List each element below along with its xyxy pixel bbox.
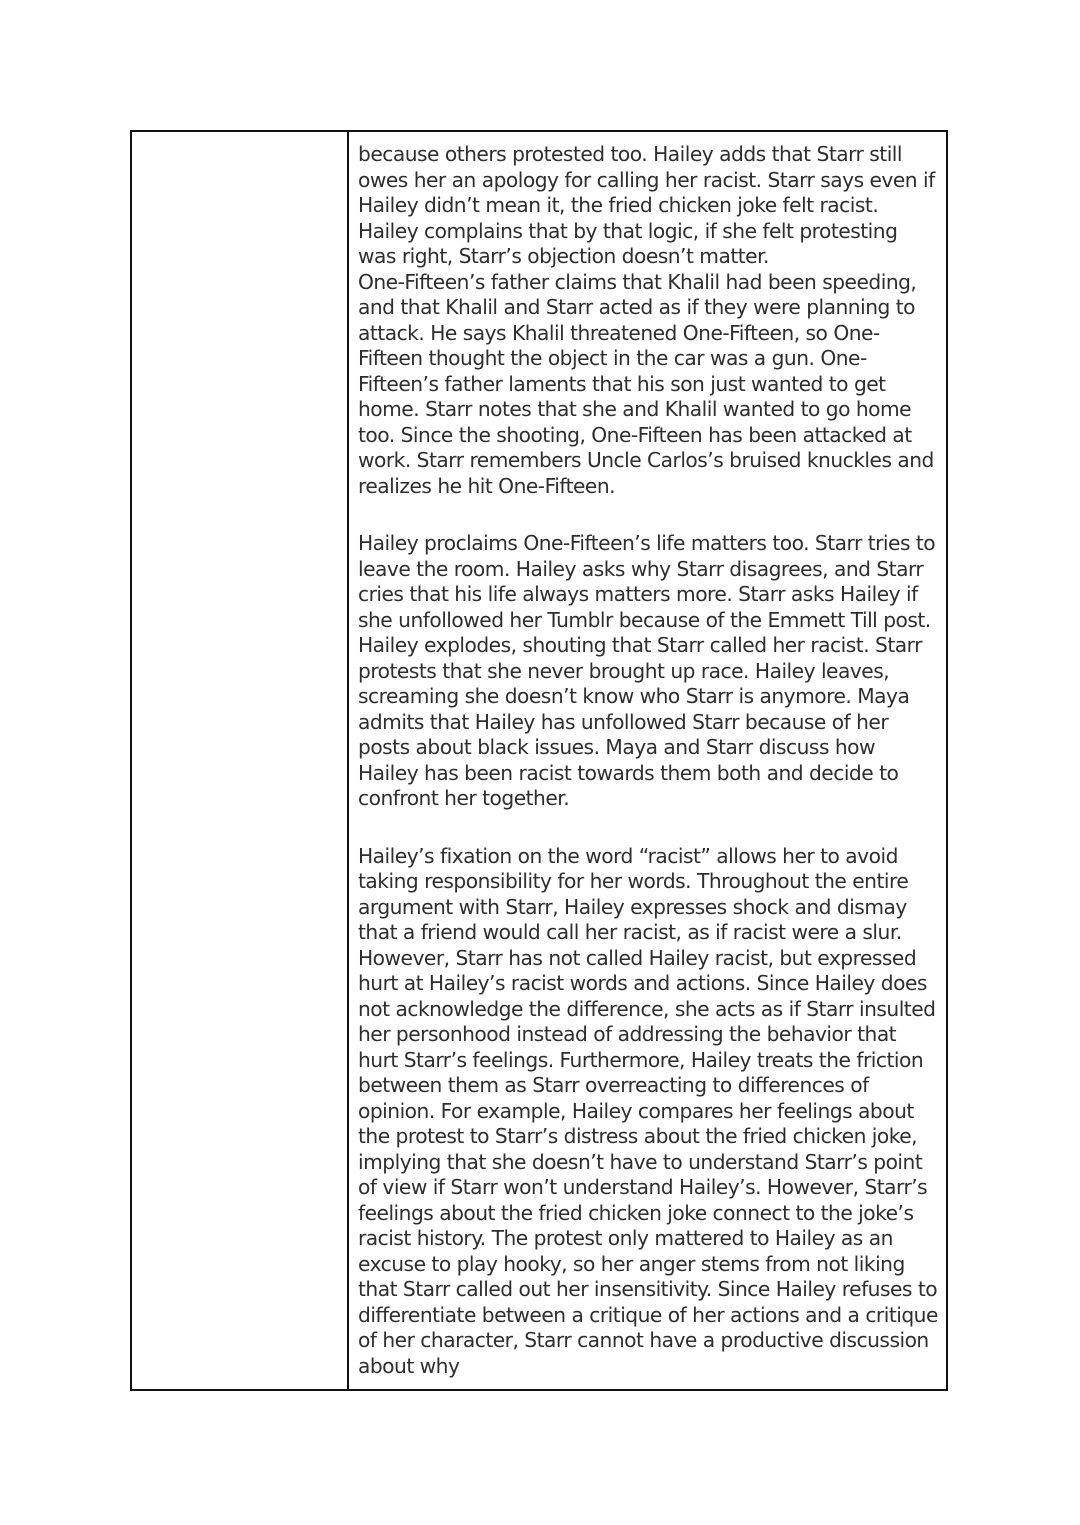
left-column-cell <box>132 132 349 1389</box>
right-column-cell <box>349 132 946 1389</box>
paragraph-analysis: Hailey’s fixation on the word “racist” allows her to avoid taking responsibility for her words. Throughout the entire argument with Starr, Hailey expresses shock and dismay that a friend would call her racist, as if racist were a slur. However, Starr has not called Hailey racist, but expressed hurt at Hailey’s racist words and actions. Since Hailey does not acknowledge the difference, she acts as if Starr insulted her personhood instead of addressing the behavior that hurt Starr’s feelings. Furthermore, Hailey treats the friction between them as Starr overreacting to differences of opinion. For example, Hailey compares her feelings about the protest to Starr’s distress about the fried chicken joke, implying that she doesn’t have to understand Starr’s point of view if Starr won’t understand Hailey’s. However, Starr’s feelings about the fried chicken joke connect to the joke’s racist history. The protest only mattered to Hailey as an excuse to play hooky, so her anger stems from not liking that Starr called out her insensitivity. Since Hailey refuses to differentiate between a critique of her actions and a critique of her character, Starr cannot have a productive discussion about why <box>358 843 938 1378</box>
paragraph-summary-1a: because others protested too. Hailey adds that Starr still owes her an apology for calling her racist. Starr says even if Hailey didn’t mean it, the fried chicken joke felt racist. Hailey complains that by that logic, if she felt protesting was right, Starr’s objection doesn’t matter. <box>358 142 935 268</box>
paragraph-summary-2: Hailey proclaims One-Fifteen’s life matters too. Starr tries to leave the room. Hailey asks why Starr disagrees, and Starr cries that his life always matters more. Starr asks Hailey if she unfollowed her Tumblr because of the Emmett Till post. Hailey explodes, shouting that Starr called her racist. Starr protests that she never brought up race. Hailey leaves, screaming she doesn’t know who Starr is anymore. Maya admits that Hailey has unfollowed Starr because of her posts about black issues. Maya and Starr discuss how Hailey has been racist towards them both and decide to confront her together. <box>358 531 936 810</box>
paragraph-spacer <box>358 499 940 531</box>
summary-table <box>130 130 948 1391</box>
paragraph-summary-1b: One-Fifteen’s father claims that Khalil had been speeding, and that Khalil and Starr acted as if they were planning to attack. He says Khalil threatened One-Fifteen, so One-Fifteen thought the object in the car was a gun. One-Fifteen’s father laments that his son just wanted to get home. Starr notes that she and Khalil wanted to go home too. Since the shooting, One-Fifteen has been attacked at work. Starr remembers Uncle Carlos’s bruised knuckles and realizes he hit One-Fifteen. <box>358 269 934 498</box>
paragraph-spacer <box>358 812 940 844</box>
